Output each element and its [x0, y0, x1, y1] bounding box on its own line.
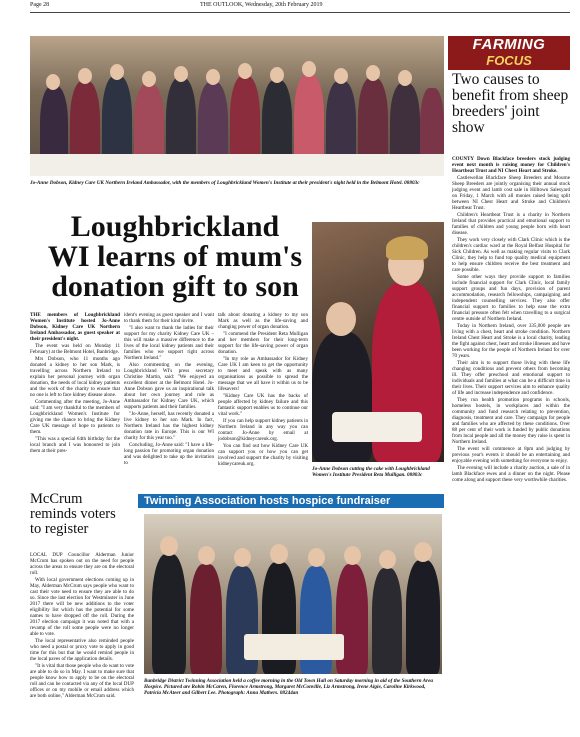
headline-line-2: WI learns of mum's [47, 240, 303, 273]
main-story-col-3 [218, 312, 308, 482]
story-paragraph: "It is vital that those people who do want to vote are able to do so in May. I want to make sure that people know how to apply to be on the electoral roll and can be contacted via any of the local DUP offices or on my mobile or email address which are both online," Alderman McCrum said. [30, 663, 134, 699]
story-lead: THE members of Loughbrickland Women's Institute hosted Jo-Anne Dobson, Kidney Care UK Northern Ireland Ambassador, as guest speaker at their president's night. [30, 312, 120, 342]
twinning-caption: Banbridge District Twinning Association held a coffee morning in the Old Town Hall on Saturday morning in aid of the Southern Area Hospice. Pictured are Robin McCaren, Florence Armstrong, Margaret McConville, Liz Armstrong, Irene Algie, Caroline Kirkwood, Patricia McAteer and Gilbert Lee. Photograph: Anna Mathers. 08244an [144, 678, 433, 696]
story-paragraph: Commenting after the meeting, Jo-Anne said: "I am very thankful to the members of Loughbrickland Women's Institute for giving me the chance to bring the Kidney Care UK message of hope to patients to them. [30, 399, 120, 435]
story-paragraph: "I commend the President Reta Mulligan and her members for their long-term support for the life-saving power of organ donation. [218, 331, 308, 355]
farming-story [452, 156, 570, 734]
mccrum-story [30, 552, 134, 734]
issue-line: THE OUTLOOK, Wednesday, 20th February 2019 [200, 2, 323, 8]
header-rule [30, 12, 570, 13]
story-paragraph: The local representative also reminded people who need a postal or proxy vote to apply in good time for this but that he would remind people in the local paves of the application details. [30, 638, 134, 662]
story-lead: COUNTY Down Blackface breeders stock judging event next month is raising money for Children's Heartbeat Trust and NI Chest Heart and Stroke. [452, 156, 570, 174]
story-paragraph: They run health promotion programs in schools, homeless hostels, in workplaces and within the community and fund research relating to prevention, diagnosis, treatment and care. They campaign for people and families who are affected by these conditions. Over 88 per cent of their work is funded by public donations from local people and all the money they raise is spent in Northern Ireland. [452, 397, 570, 445]
headline-line-3: donation gift to son [51, 270, 299, 303]
story-paragraph: They work very closely with Clark Clinic which is the children's cardiac ward at the Royal Belfast Hospital for Sick Children. As well as making regular visits to Clark Clinic, they help to fund top quality medical equipment to help ensure children receive the best treatment and care possible. [452, 237, 570, 273]
story-paragraph: The evening will include a charity auction, a sale of in lamb Blackface ewes and a dinner on the night. Please come along and support these very worthwhile charities. [452, 465, 570, 483]
story-paragraph: Also commenting on the evening, Loughbrickland WI's press secretary Christine Martin, said: "We enjoyed an excellent dinner at the Belmont Hotel. Jo-Anne Dobson gave us an inspirational talk about her own journey and role as Ambassador for Kidney Care UK, which supports patients and their families. [124, 362, 214, 410]
story-paragraph: Some other ways they provide support to families include financial support for Clark Clinic, local family support groups and fun days, provision of parent accommodation, research fellowships, campaigning and independent counselling services. They also offer financial support to families to help ease the extra financial pressure often felt when travelling to a surgical centre outside of Northern Ireland. [452, 274, 570, 322]
story-paragraph: You can find out how Kidney Care UK can support you or how you can get involved and support the charity by visiting kidneycareuk.org. [218, 443, 308, 467]
story-paragraph: Today in Northern Ireland, over 335,000 people are living with a chest, heart and stroke condition. Northern Ireland Chest Heart and Stroke is a local charity, leading the fight against chest, heart and stroke illnesses and have been working for the people of Northern Ireland for over 70 years. [452, 323, 570, 359]
top-photo-caption: Jo-Anne Dobson, Kidney Care UK Northern Ireland Ambassador, with the members of Loughbrickland Women's Institute at their president's night held in the Belmont Hotel. 08803c [30, 180, 420, 186]
brand-line-1: FARMING [472, 36, 546, 53]
headline-line-1: Loughbrickland [70, 210, 280, 243]
page-number: Page 28 [30, 2, 50, 8]
story-paragraph: talk about donating a kidney to my son Mark as well as the life-saving and changing power of organ donation. [218, 312, 308, 330]
top-group-photo [30, 36, 444, 176]
story-paragraph: Their aim is to support those living with these life changing conditions and prevent others from becoming ill. They offer preschool and emotional support to individuals and families at what can be a difficult time in their lives. Their support services aim to enhance quality of life and increase independence and confidence. [452, 360, 570, 396]
story-paragraph: Castlewellan Blackface Sheep Breeders and Mourne Sheep Breeders are jointly organising their annual stock judging event and lamb cost sale in Hilltown Salesyard on Friday, 1 March with all monies raised being split between NI Chest Heart and Stroke and Children's Heartbeat Trust. [452, 175, 570, 211]
story-paragraph: If you can help support kidney patients in Northern Ireland in any way you can contact Jo-Anne by email at jodobson@kidneycareuk.org. [218, 418, 308, 442]
mccrum-headline: McCrum reminds voters to register [30, 491, 116, 537]
story-paragraph: With local government elections coming up in May, Alderman McCrum says people who want to cast their vote need to ensure they are able to do so. Since the last election for Westminster in June 2017 there will be new additions to the voter eligibility list which has the potential for some names to have dropped off the roll. During the 2017 election campaign it was noted that with a revamp of the roll some people were no longer able to vote. [30, 577, 134, 637]
story-paragraph: "This was a special 64th birthday for the local branch and I was honoured to join them at their pres- [30, 436, 120, 454]
main-story-col-2 [124, 312, 214, 482]
story-paragraph: "Jo-Anne, herself, has recently donated a live kidney to her son Mark. In fact, Northern Ireland has the highest kidney donation rate in Europe. This is our WI charity for this year too." [124, 411, 214, 441]
story-paragraph: "In my role as Ambassador for Kidney Care UK I am keen to get the opportunity to meet and speak with as many organisations as possible to spread the message that we all have it within us to be lifesavers! [218, 356, 308, 392]
farming-focus-masthead [448, 36, 570, 70]
main-story-col-1 [30, 312, 120, 482]
story-paragraph: Mrs Dobson, who 11 months ago donated a kidney to her son Mark, is travelling across Northern Ireland to explain her personal journey with organ donation, the needs of local kidney patients and the work of the charity to ensure that no one is left to face kidney disease alone. [30, 356, 120, 398]
main-headline [30, 212, 320, 302]
brand-line-2: FOCUS [486, 53, 532, 68]
twinning-photo [144, 514, 442, 674]
story-paragraph: ident's evening as guest speaker and I want to thank them for their kind invite. [124, 312, 214, 324]
story-paragraph: "I also want to thank the ladies for their support for my charity Kidney Care UK – this will make a massive difference to the lives of the local kidney patients and their families who we support right across Northern Ireland." [124, 325, 214, 361]
story-paragraph: The event was held on Monday 11 February) at the Belmont Hotel, Banbridge. [30, 343, 120, 355]
story-paragraph: Children's Heartbeat Trust is a charity in Northern Ireland that provides practical and emotional support to families of children and young people born with heart disease. [452, 212, 570, 236]
cake-photo-caption: Jo-Anne Dobson cutting the cake with Loughbrickland Women's Institute President Reta Mulligan. 08803c [312, 466, 430, 478]
story-paragraph: Concluding, Jo-Anne said: "I have a life-long passion for promoting organ donation and was delighted to take up the invitation to [124, 442, 214, 466]
story-paragraph: LOCAL DUP Councillor Alderman Junior McCrum has spoken out on the need for people across the areas to ensure they are on the electoral roll. [30, 552, 134, 576]
farming-headline: Two causes to benefit from sheep breeders' joint show [452, 71, 569, 136]
story-paragraph: "Kidney Care UK has the backs of people affected by kidney failure and this fantastic support enables us to continue our vital work." [218, 393, 308, 417]
story-paragraph: The event will commence at 8pm and judging by previous year's events it should be an entertaining and enjoyable evening with something for everyone to enjoy. [452, 446, 570, 464]
cake-photo [312, 222, 444, 462]
twinning-banner: Twinning Association hosts hospice fundraiser [138, 494, 444, 508]
